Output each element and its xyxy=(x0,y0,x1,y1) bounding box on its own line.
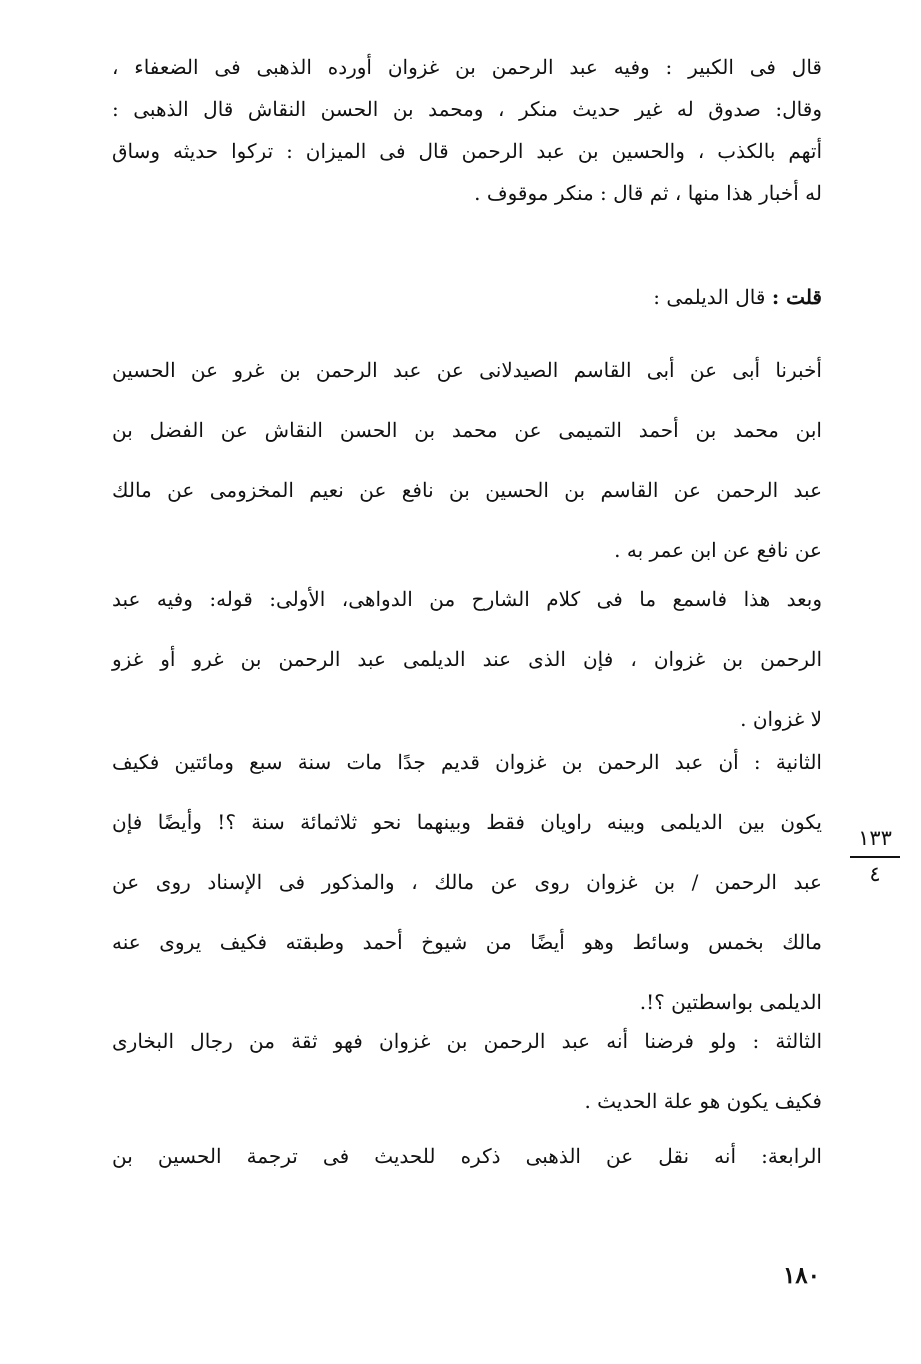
text-line: قال فى الكبير : وفيه عبد الرحمن بن غزوان أورده الذهبى فى الضعفاء ، xyxy=(112,55,822,79)
text-line: الثانية : أن عبد الرحمن بن غزوان قديم جدًا مات سنة سبع ومائتين فكيف xyxy=(112,750,822,774)
text-line: الرحمن بن غزوان ، فإن الذى عند الديلمى عبد الرحمن بن غرو أو غزو xyxy=(112,647,822,671)
lead-word: قلت : xyxy=(771,285,822,309)
text-line: فكيف يكون هو علة الحديث . xyxy=(584,1089,822,1113)
text-line: الرابعة: أنه نقل عن الذهبى ذكره للحديث فى ترجمة الحسين بن xyxy=(112,1144,822,1168)
paragraph-2 xyxy=(112,276,822,318)
paragraph-7 xyxy=(112,1126,822,1186)
paragraph-5 xyxy=(112,732,822,1032)
paragraph-6 xyxy=(112,1011,822,1131)
paragraph-4 xyxy=(112,569,822,749)
text-line: عن نافع عن ابن عمر به . xyxy=(614,538,822,562)
text-line xyxy=(112,276,822,318)
page-number: ١٨٠ xyxy=(782,1262,820,1289)
text-line: يكون بين الديلمى وبينه راويان فقط وبينهما نحو ثلاثمائة سنة ؟! وأيضًا فإن xyxy=(112,810,822,834)
text-line: ابن محمد بن أحمد التميمى عن محمد بن الحسن النقاش عن الفضل بن xyxy=(112,418,822,442)
margin-reference-top: ١٣٣ xyxy=(850,822,900,858)
text-line: أخبرنا أبى عن أبى القاسم الصيدلانى عن عبد الرحمن بن غرو عن الحسين xyxy=(112,358,822,382)
text-line: أتهم بالكذب ، والحسين بن عبد الرحمن قال فى الميزان : تركوا حديثه وساق xyxy=(112,139,822,163)
text-line: وقال: صدوق له غير حديث منكر ، ومحمد بن الحسن النقاش قال الذهبى : xyxy=(112,97,822,121)
margin-reference-bottom: ٤ xyxy=(869,862,881,886)
text-line: عبد الرحمن / بن غزوان روى عن مالك ، والمذكور فى الإسناد روى عن xyxy=(112,870,822,894)
text-line: لا غزوان . xyxy=(740,707,822,731)
margin-page-reference xyxy=(850,822,900,890)
paragraph-3 xyxy=(112,340,822,580)
paragraph-1 xyxy=(112,46,822,214)
text-line: مالك بخمس وسائط وهو أيضًا من شيوخ أحمد وطبقته فكيف يروى عنه xyxy=(112,930,822,954)
text-line: وبعد هذا فاسمع ما فى كلام الشارح من الدواهى، الأولى: قوله: وفيه عبد xyxy=(112,587,822,611)
text-line-rest: قال الديلمى : xyxy=(653,285,766,309)
text-line: له أخبار هذا منها ، ثم قال : منكر موقوف . xyxy=(474,181,822,205)
text-line: الديلمى بواسطتين ؟!. xyxy=(639,990,822,1014)
text-line: الثالثة : ولو فرضنا أنه عبد الرحمن بن غزوان فهو ثقة من رجال البخارى xyxy=(112,1029,822,1053)
text-line: عبد الرحمن عن القاسم بن الحسين بن نافع عن نعيم المخزومى عن مالك xyxy=(112,478,822,502)
